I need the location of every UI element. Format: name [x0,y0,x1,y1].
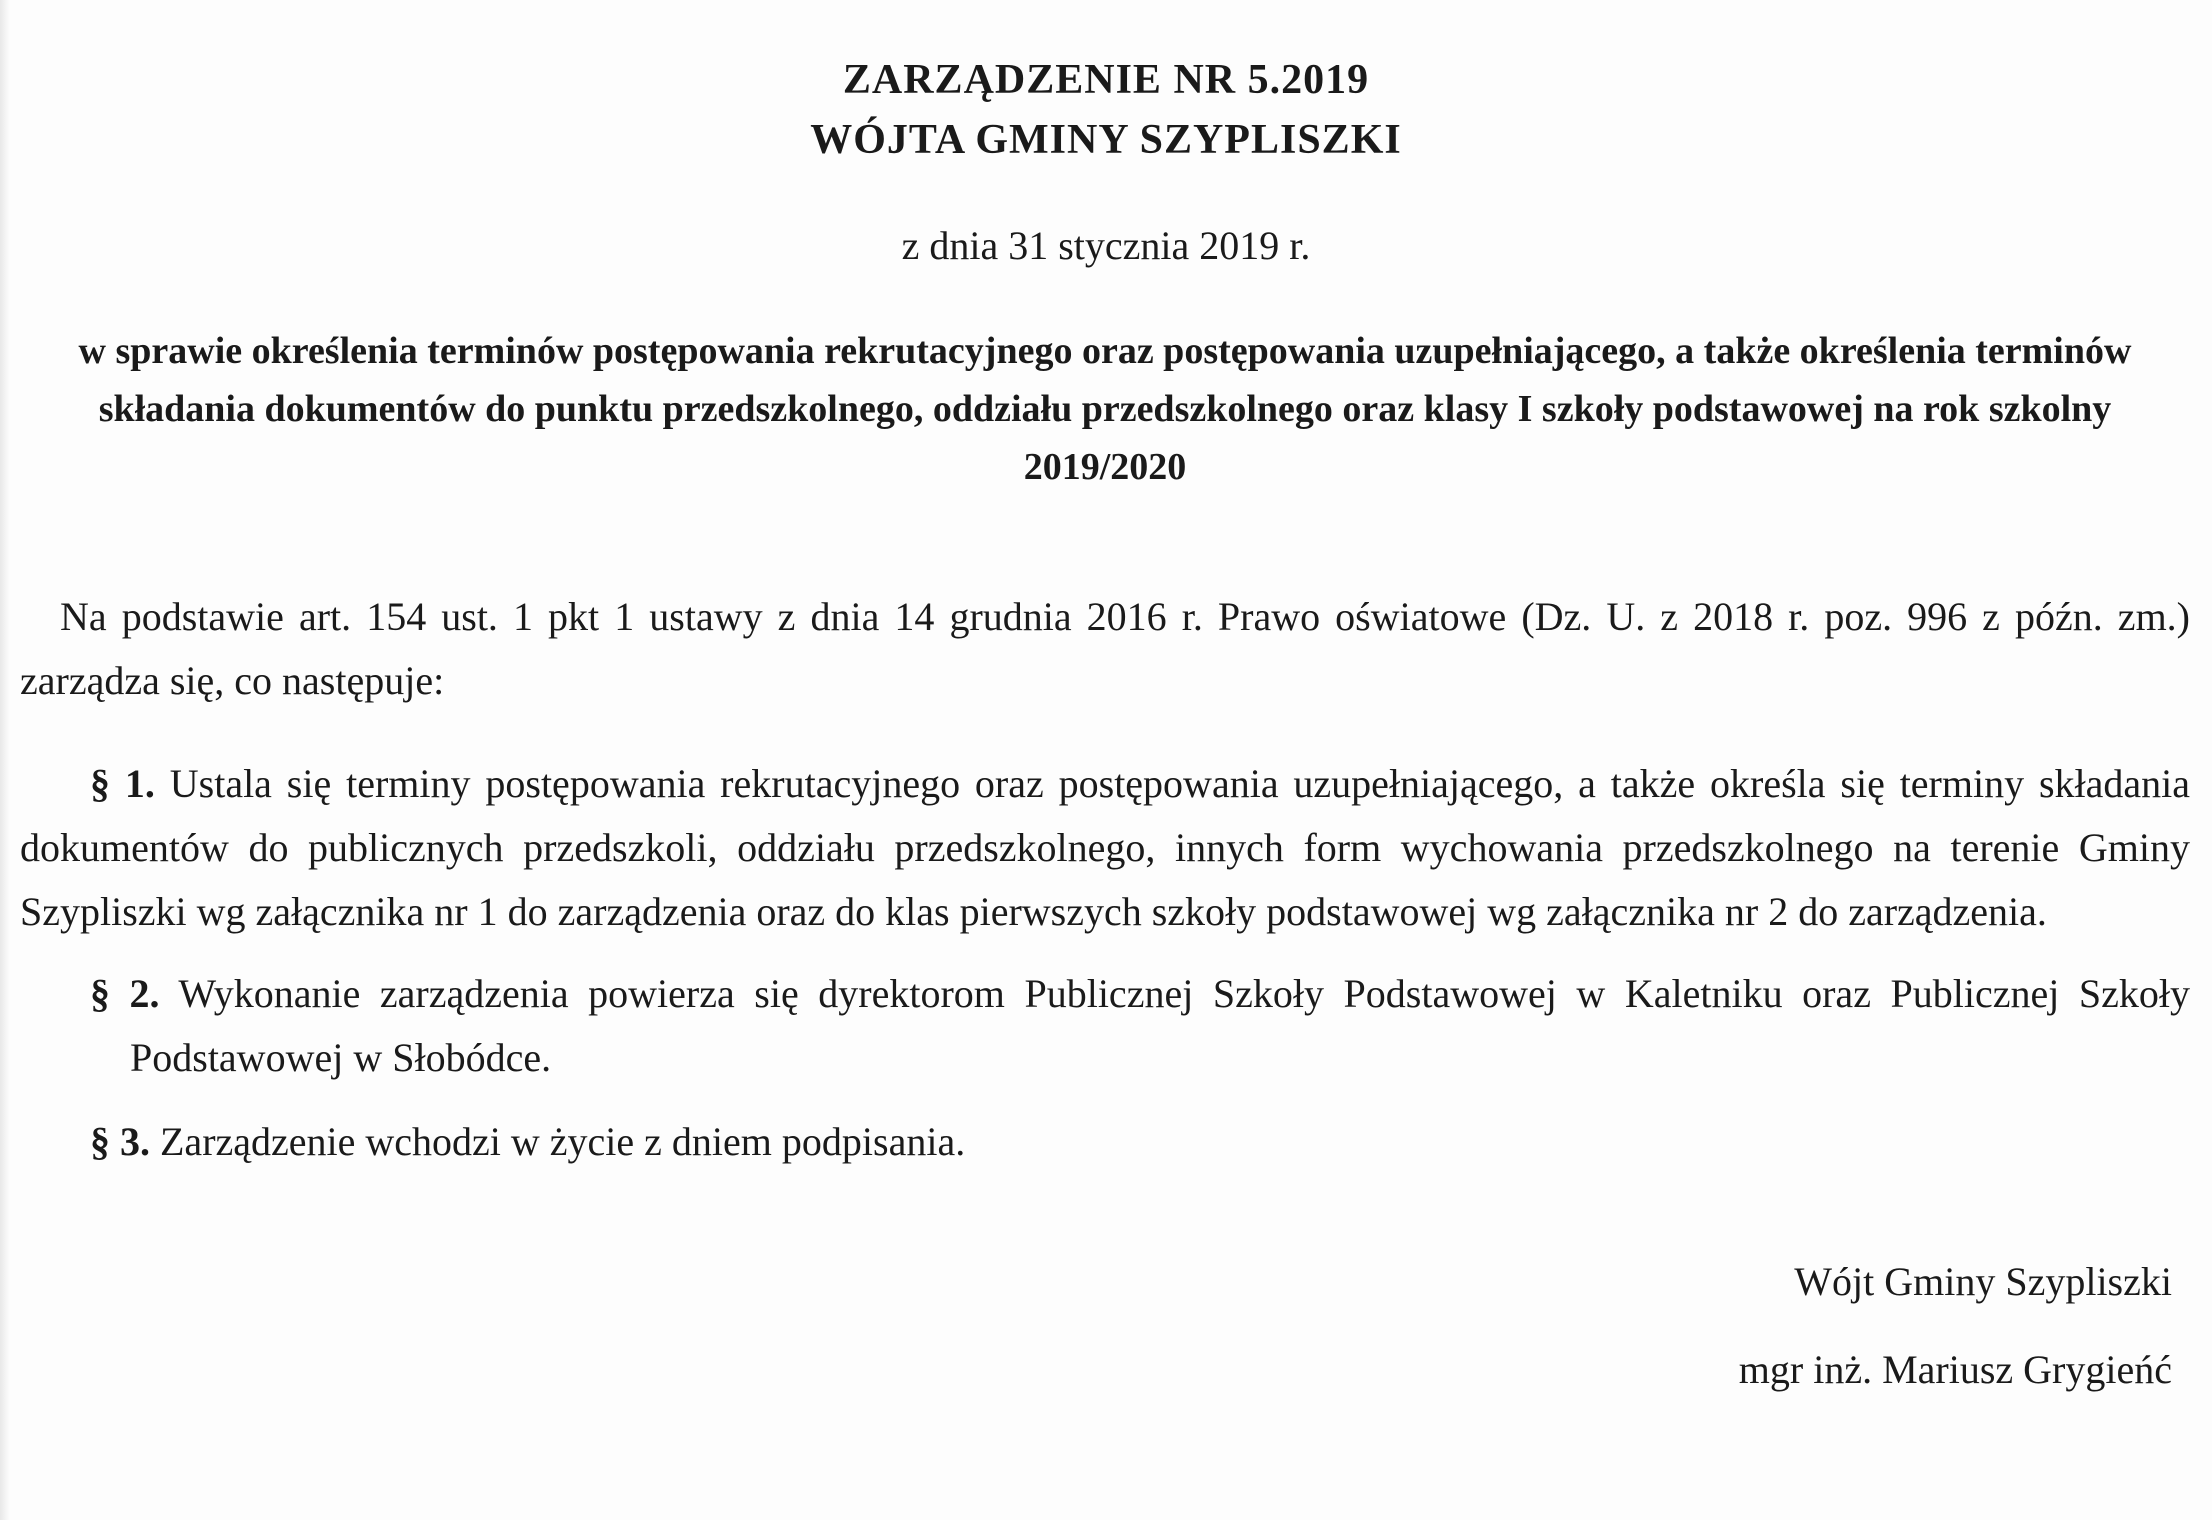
document-title-line2: WÓJTA GMINY SZYPLISZKI [810,117,1402,163]
signature-name: mgr inż. Mariusz Grygieńć [1738,1347,2172,1392]
signature-title: Wójt Gminy Szypliszki [1794,1259,2172,1304]
document-date: z dnia 31 stycznia 2019 r. [901,223,1311,268]
section-2-text: Wykonanie zarządzenia powierza się dyrektorom Publicznej Szkoły Podstawowej w Kaletniku oraz Publicznej Szkoły Podstawowej w Słobódce. [130,971,2191,1080]
section-3 [90,1110,2190,1174]
document-subject: w sprawie określenia terminów postępowania rekrutacyjnego oraz postępowania uzupełniającego, a także określenia terminów składania dokumentów do punktu przedszkolnego, oddziału przedszkolnego oraz klasy I szkoły podstawowej na rok szkolny 2019/2020 [78,330,2132,488]
section-1-text: Ustala się terminy postępowania rekrutacyjnego oraz postępowania uzupełniającego, a także określa się terminy składania dokumentów do publicznych przedszkoli, oddziału przedszkolnego, innych form wychowania przedszkolnego na terenie Gminy Szypliszki wg załącznika nr 1 do zarządzenia oraz do klas pierwszych szkoły podstawowej wg załącznika nr 2 do zarządzenia. [20,761,2191,934]
legal-basis-paragraph: Na podstawie art. 154 ust. 1 pkt 1 ustawy z dnia 14 grudnia 2016 r. Prawo oświatowe (Dz. U. z 2018 r. poz. 996 z późn. zm.) zarządza się, co następuje: [20,594,2190,703]
section-3-mark: § 3. [90,1119,150,1164]
document-title-line1: ZARZĄDZENIE NR 5.2019 [842,57,1370,103]
section-1 [20,752,2190,944]
section-1-mark: § 1. [90,761,155,806]
section-2 [90,962,2191,1090]
section-3-text: Zarządzenie wchodzi w życie z dniem podpisania. [160,1119,966,1164]
section-2-mark: § 2. [90,971,160,1016]
